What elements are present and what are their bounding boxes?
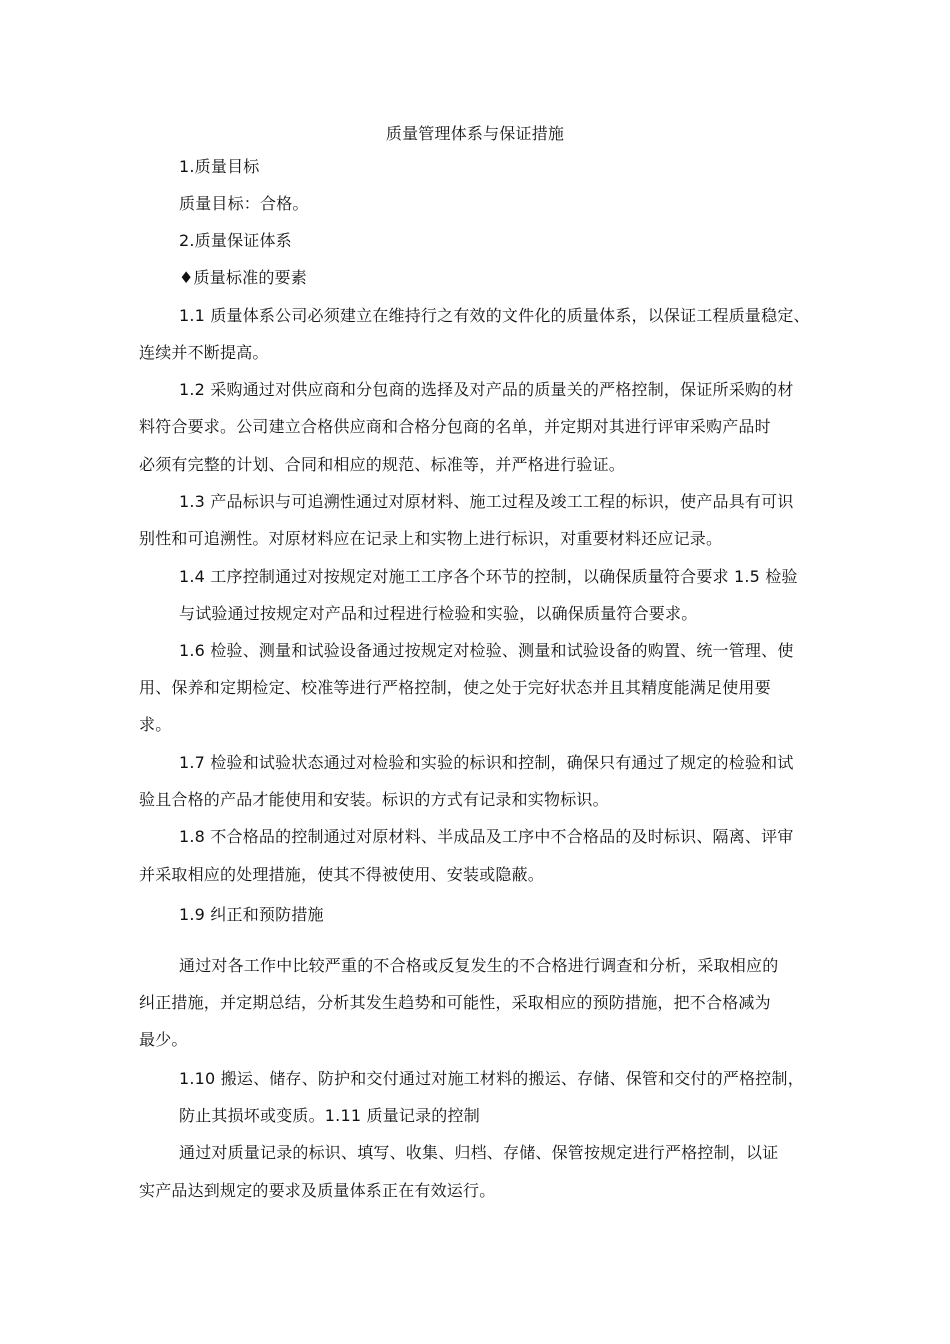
paragraph-line: 验且合格的产品才能使用和安装。标识的方式有记录和实物标识。 xyxy=(139,790,609,809)
paragraph-line: 1.10 搬运、储存、防护和交付通过对施工材料的搬运、存储、保管和交付的严格控制， xyxy=(179,1069,804,1088)
paragraph-line: 必须有完整的计划、合同和相应的规范、标准等，并严格进行验证。 xyxy=(139,455,626,474)
paragraph-line: 通过对质量记录的标识、填写、收集、归档、存储、保管按规定进行严格控制，以证 xyxy=(179,1143,779,1162)
paragraph-line: 防止其损坏或变质。1.11 质量记录的控制 xyxy=(179,1106,480,1125)
section-heading: 2.质量保证体系 xyxy=(179,231,292,250)
paragraph-line: 通过对各工作中比较严重的不合格或反复发生的不合格进行调查和分析，采取相应的 xyxy=(179,956,779,975)
paragraph-line: 1.3 产品标识与可追溯性通过对原材料、施工过程及竣工工程的标识，使产品具有可识 xyxy=(179,492,794,511)
paragraph-line: 料符合要求。公司建立合格供应商和合格分包商的名单，并定期对其进行评审采购产品时 xyxy=(139,417,771,436)
paragraph-line: 1.8 不合格品的控制通过对原材料、半成品及工序中不合格品的及时标识、隔离、评审 xyxy=(179,827,794,846)
paragraph-line: 纠正措施，并定期总结，分析其发生趋势和可能性，采取相应的预防措施，把不合格减为 xyxy=(139,993,771,1012)
paragraph-line: 1.1 质量体系公司必须建立在维持行之有效的文件化的质量体系，以保证工程质量稳定、 xyxy=(179,306,810,325)
paragraph-line: 1.2 采购通过对供应商和分包商的选择及对产品的质量关的严格控制，保证所采购的材 xyxy=(179,380,794,399)
paragraph-line: 最少。 xyxy=(139,1030,188,1049)
paragraph-line: 质量目标：合格。 xyxy=(179,194,309,213)
paragraph-line: 1.7 检验和试验状态通过对检验和实验的标识和控制，确保只有通过了规定的检验和试 xyxy=(179,753,794,772)
section-heading: 1.质量目标 xyxy=(179,157,260,176)
subsection-heading: ♦质量标准的要素 xyxy=(179,268,307,287)
paragraph-line: 并采取相应的处理措施，使其不得被使用、安装或隐蔽。 xyxy=(139,865,545,884)
paragraph-line: 与试验通过按规定对产品和过程进行检验和实验，以确保质量符合要求。 xyxy=(179,604,698,623)
paragraph-line: 1.4 工序控制通过对按规定对施工工序各个环节的控制，以确保质量符合要求 1.5 检验 xyxy=(179,567,798,586)
paragraph-line: 求。 xyxy=(139,715,172,734)
paragraph-line: 连续并不断提高。 xyxy=(139,343,269,362)
paragraph-line: 1.6 检验、测量和试验设备通过按规定对检验、测量和试验设备的购置、统一管理、使 xyxy=(179,641,794,660)
paragraph-line: 用、保养和定期检定、校准等进行严格控制，使之处于完好状态并且其精度能满足使用要 xyxy=(139,678,771,697)
page-title: 质量管理体系与保证措施 xyxy=(385,124,565,143)
subsection-heading: 1.9 纠正和预防措施 xyxy=(179,905,324,924)
paragraph-line: 别性和可追溯性。对原材料应在记录上和实物上进行标识，对重要材料还应记录。 xyxy=(139,529,723,548)
paragraph-line: 实产品达到规定的要求及质量体系正在有效运行。 xyxy=(139,1181,496,1200)
